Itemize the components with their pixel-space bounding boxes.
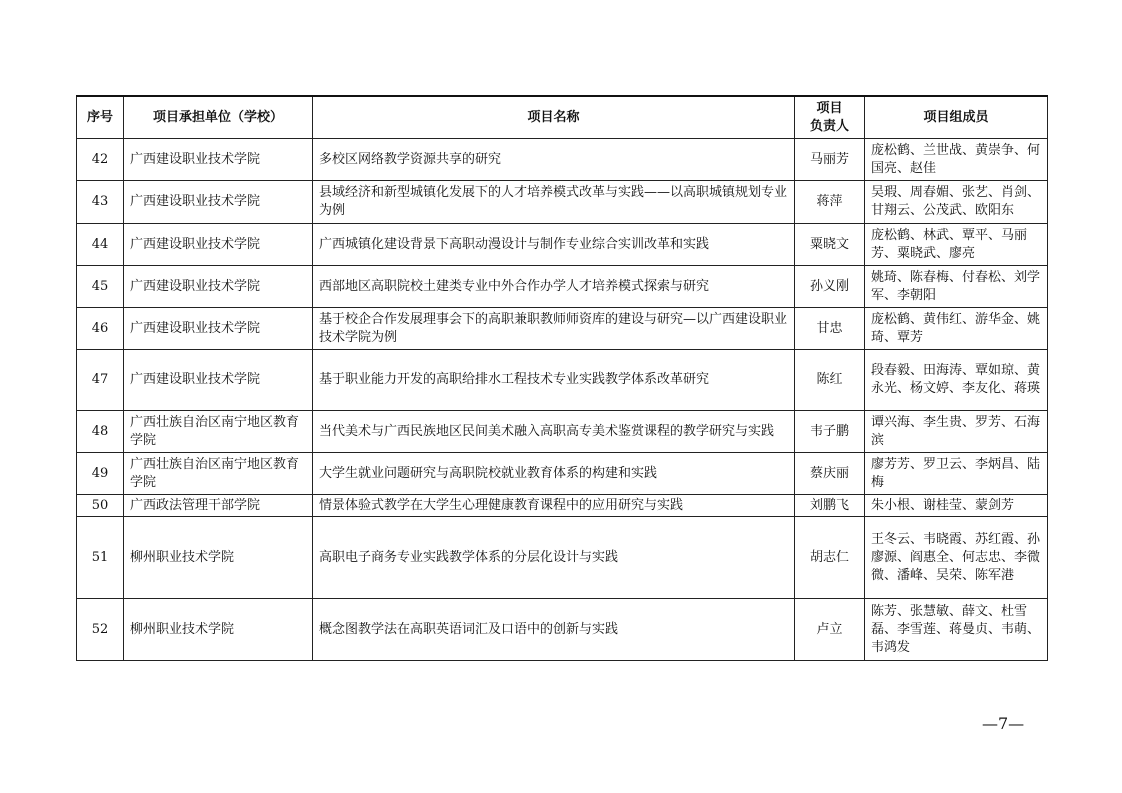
row-project-name: 大学生就业问题研究与高职院校就业教育体系的构建和实践 bbox=[313, 453, 795, 495]
row-project-name: 基于职业能力开发的高职给排水工程技术专业实践教学体系改革研究 bbox=[313, 350, 795, 411]
row-lead: 蒋萍 bbox=[795, 181, 865, 224]
row-project-name: 西部地区高职院校土建类专业中外合作办学人才培养模式探索与研究 bbox=[313, 266, 795, 308]
header-lead: 项目 负责人 bbox=[795, 96, 865, 139]
row-members: 姚琦、陈春梅、付春松、刘学军、李朝阳 bbox=[865, 266, 1048, 308]
row-unit: 广西建设职业技术学院 bbox=[124, 266, 313, 308]
row-unit: 广西壮族自治区南宁地区教育学院 bbox=[124, 453, 313, 495]
row-members: 段春毅、田海涛、覃如琼、黄永光、杨文婷、李友化、蒋瑛 bbox=[865, 350, 1048, 411]
row-unit: 广西政法管理干部学院 bbox=[124, 495, 313, 517]
row-no: 47 bbox=[77, 350, 124, 411]
table-row bbox=[77, 181, 1048, 224]
row-project-name: 高职电子商务专业实践教学体系的分层化设计与实践 bbox=[313, 517, 795, 599]
table-row bbox=[77, 266, 1048, 308]
row-no: 48 bbox=[77, 411, 124, 453]
row-lead: 胡志仁 bbox=[795, 517, 865, 599]
row-unit: 广西壮族自治区南宁地区教育学院 bbox=[124, 411, 313, 453]
row-members: 吴瑕、周春媚、张艺、肖剑、甘翔云、公茂武、欧阳东 bbox=[865, 181, 1048, 224]
row-no: 42 bbox=[77, 139, 124, 181]
table-row bbox=[77, 517, 1048, 599]
table-row bbox=[77, 411, 1048, 453]
table-row bbox=[77, 139, 1048, 181]
row-lead: 陈红 bbox=[795, 350, 865, 411]
header-unit: 项目承担单位（学校） bbox=[124, 96, 313, 139]
row-unit: 柳州职业技术学院 bbox=[124, 517, 313, 599]
row-no: 45 bbox=[77, 266, 124, 308]
row-members: 王冬云、韦晓霞、苏红霞、孙廖源、阎惠全、何志忠、李微微、潘峰、吴荣、陈军港 bbox=[865, 517, 1048, 599]
row-no: 52 bbox=[77, 599, 124, 661]
row-project-name: 当代美术与广西民族地区民间美术融入高职高专美术鉴赏课程的教学研究与实践 bbox=[313, 411, 795, 453]
header-members: 项目组成员 bbox=[865, 96, 1048, 139]
table-row bbox=[77, 453, 1048, 495]
row-no: 49 bbox=[77, 453, 124, 495]
row-project-name: 基于校企合作发展理事会下的高职兼职教师师资库的建设与研究—以广西建设职业技术学院为例 bbox=[313, 308, 795, 350]
row-no: 43 bbox=[77, 181, 124, 224]
row-unit: 广西建设职业技术学院 bbox=[124, 224, 313, 266]
table-row bbox=[77, 495, 1048, 517]
row-lead: 孙义刚 bbox=[795, 266, 865, 308]
row-no: 44 bbox=[77, 224, 124, 266]
row-members: 庞松鹤、黄伟红、游华金、姚琦、覃芳 bbox=[865, 308, 1048, 350]
row-unit: 柳州职业技术学院 bbox=[124, 599, 313, 661]
row-lead: 甘忠 bbox=[795, 308, 865, 350]
row-members: 陈芳、张慧敏、薛文、杜雪磊、李雪莲、蒋曼贞、韦萌、韦鸿发 bbox=[865, 599, 1048, 661]
project-table bbox=[76, 95, 1048, 661]
row-lead: 刘鹏飞 bbox=[795, 495, 865, 517]
row-unit: 广西建设职业技术学院 bbox=[124, 308, 313, 350]
row-project-name: 多校区网络教学资源共享的研究 bbox=[313, 139, 795, 181]
row-no: 46 bbox=[77, 308, 124, 350]
row-project-name: 广西城镇化建设背景下高职动漫设计与制作专业综合实训改革和实践 bbox=[313, 224, 795, 266]
row-project-name: 县域经济和新型城镇化发展下的人才培养模式改革与实践——以高职城镇规划专业为例 bbox=[313, 181, 795, 224]
row-lead: 卢立 bbox=[795, 599, 865, 661]
row-no: 50 bbox=[77, 495, 124, 517]
row-lead: 马丽芳 bbox=[795, 139, 865, 181]
row-lead: 蔡庆丽 bbox=[795, 453, 865, 495]
header-no: 序号 bbox=[77, 96, 124, 139]
row-members: 庞松鹤、林武、覃平、马丽芳、粟晓武、廖亮 bbox=[865, 224, 1048, 266]
table-row bbox=[77, 224, 1048, 266]
row-members: 谭兴海、李生贵、罗芳、石海滨 bbox=[865, 411, 1048, 453]
row-no: 51 bbox=[77, 517, 124, 599]
row-members: 庞松鹤、兰世战、黄崇争、何国亮、赵佳 bbox=[865, 139, 1048, 181]
row-members: 廖芳芳、罗卫云、李炳昌、陆梅 bbox=[865, 453, 1048, 495]
row-unit: 广西建设职业技术学院 bbox=[124, 181, 313, 224]
row-unit: 广西建设职业技术学院 bbox=[124, 139, 313, 181]
row-unit: 广西建设职业技术学院 bbox=[124, 350, 313, 411]
row-lead: 韦子鹏 bbox=[795, 411, 865, 453]
table-row bbox=[77, 308, 1048, 350]
row-members: 朱小根、谢桂莹、蒙剑芳 bbox=[865, 495, 1048, 517]
table-row bbox=[77, 350, 1048, 411]
row-project-name: 情景体验式教学在大学生心理健康教育课程中的应用研究与实践 bbox=[313, 495, 795, 517]
row-lead: 粟晓文 bbox=[795, 224, 865, 266]
row-project-name: 概念图教学法在高职英语词汇及口语中的创新与实践 bbox=[313, 599, 795, 661]
page-number: —7— bbox=[982, 714, 1025, 733]
table-row bbox=[77, 599, 1048, 661]
header-row bbox=[77, 96, 1048, 139]
header-name: 项目名称 bbox=[313, 96, 795, 139]
